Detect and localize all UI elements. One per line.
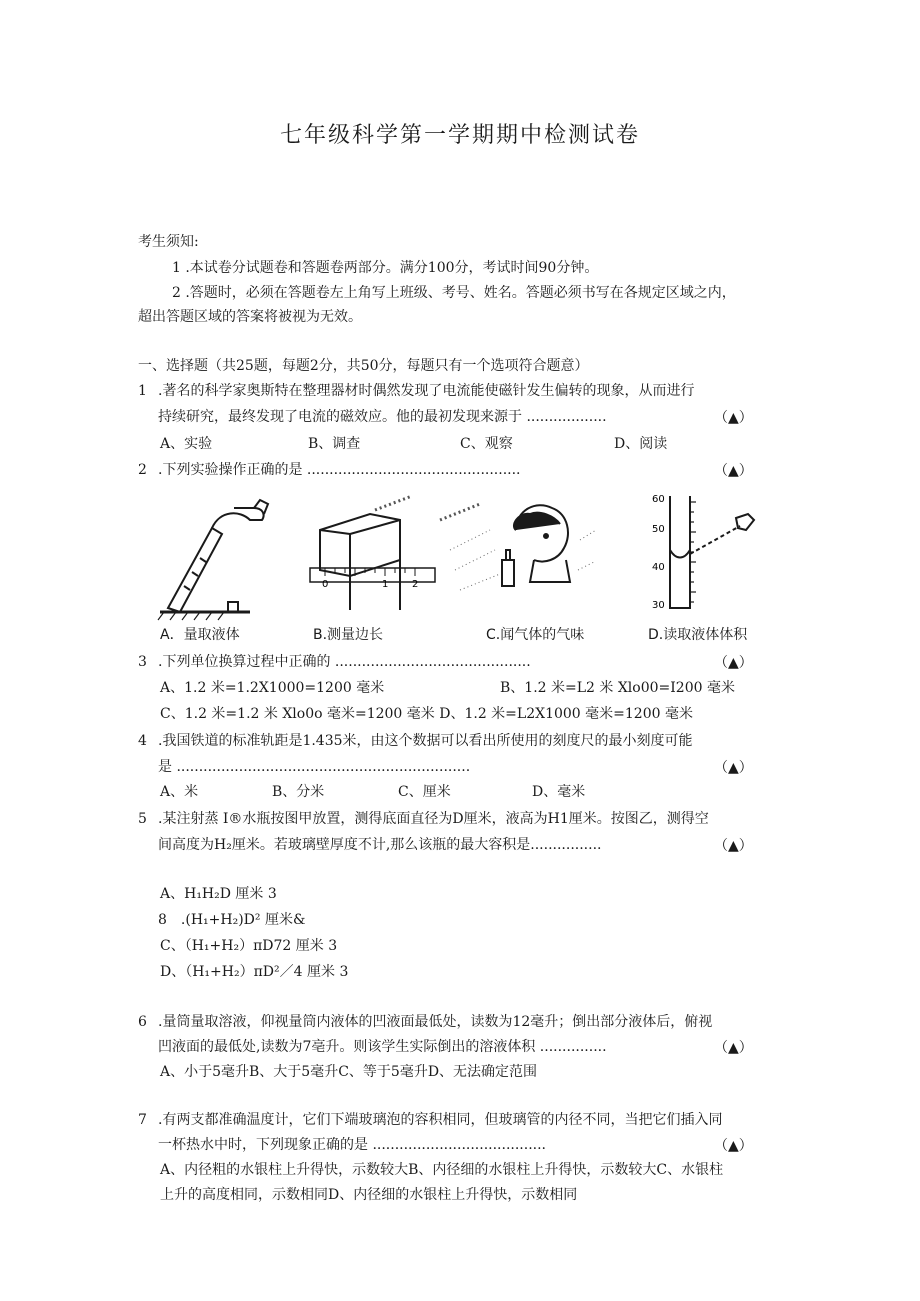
q1-option-a: A、实验 xyxy=(160,436,213,452)
cylinder-tick-40: 40 xyxy=(652,562,665,573)
q4-stem: .我国铁道的标准轨距是1.435米，由这个数据可以看出所使用的刻度尺的最小刻度可能 xyxy=(158,733,693,749)
cylinder-tick-60: 60 xyxy=(652,494,665,505)
q7-stem-cont: 一杯热水中时，下列现象正确的是 ....................................... xyxy=(158,1137,547,1153)
cylinder-tick-30: 30 xyxy=(652,600,665,611)
q3-number: 3 xyxy=(138,654,147,670)
q1-option-b: B、调查 xyxy=(308,436,361,452)
figure-d-cylinder xyxy=(670,496,754,608)
q1-option-c: C、观察 xyxy=(460,436,513,452)
q4-number: 4 xyxy=(138,733,147,749)
q4-answer-mark: （▲） xyxy=(714,760,753,776)
q5-option-a: A、H₁H₂D 厘米 3 xyxy=(160,886,277,902)
cylinder-tick-50: 50 xyxy=(652,524,665,535)
figure-c-smell xyxy=(450,505,596,590)
notice-item-2: 2 .答题时，必须在答题卷左上角写上班级、考号、姓名。答题必须书写在各规定区域之内， xyxy=(172,285,736,301)
notice-heading: 考生须知: xyxy=(138,234,199,250)
q6-options: A、小于5毫升B、大于5毫升C、等于5毫升D、无法确定范围 xyxy=(160,1064,538,1080)
q7-options-line2: 上升的高度相同，示数相同D、内径细的水银柱上升得快，示数相同 xyxy=(160,1187,578,1203)
ruler-label-1: 1 xyxy=(382,579,389,590)
section-heading: 一、选择题（共25题，每题2分，共50分，每题只有一个选项符合题意） xyxy=(138,358,589,374)
figure-b-ruler xyxy=(310,496,480,610)
q2-caption-a: A．量取液体 xyxy=(160,627,240,643)
q5-number: 5 xyxy=(138,811,147,827)
q6-answer-mark: （▲） xyxy=(714,1040,753,1056)
q3-option-b: B、1.2 米=L2 米 Xlo00=I200 毫米 xyxy=(500,680,735,696)
q5-stem: .某注射蒸 I®水瓶按图甲放置，测得底面直径为D厘米，液高为H1厘米。按图乙，测得空 xyxy=(158,811,709,827)
q1-option-d: D、阅读 xyxy=(614,436,668,452)
q4-option-c: C、厘米 xyxy=(398,784,451,800)
q6-stem: .量筒量取溶液，仰视量筒内液体的凹液面最低处，读数为12毫升；倒出部分液体后，俯视 xyxy=(158,1014,713,1030)
q7-stem: .有两支都准确温度计，它们下端玻璃泡的容积相同，但玻璃管的内径不同，当把它们插入同 xyxy=(158,1112,723,1128)
ruler-label-2: 2 xyxy=(412,579,419,590)
q5-option-c: C、（H₁+H₂）πD72 厘米 3 xyxy=(160,938,338,954)
q2-stem: .下列实验操作正确的是 ................................................ xyxy=(158,462,521,478)
q3-stem: .下列单位换算过程中正确的 ............................................ xyxy=(158,654,531,670)
notice-item-1: 1 .本试卷分试题卷和答题卷两部分。满分100分，考试时间90分钟。 xyxy=(172,260,599,276)
q5-option-b: 8 .(H₁+H₂)D² 厘米& xyxy=(158,912,306,928)
q1-stem-cont: 持续研究，最终发现了电流的磁效应。他的最初发现来源于 .................. xyxy=(158,409,607,425)
q5-answer-mark: （▲） xyxy=(714,838,753,854)
q5-stem-cont: 间高度为H₂厘米。若玻璃壁厚度不计,那么该瓶的最大容积是................ xyxy=(158,837,602,853)
ruler-label-0: 0 xyxy=(322,579,329,590)
q1-answer-mark: （▲） xyxy=(714,410,753,426)
q1-stem: .著名的科学家奥斯特在整理器材时偶然发现了电流能使磁针发生偏转的现象，从而进行 xyxy=(158,383,695,399)
q3-answer-mark: （▲） xyxy=(714,655,753,671)
q2-answer-mark: （▲） xyxy=(714,463,753,479)
q4-stem-cont: 是 .................................................................. xyxy=(158,759,471,775)
q1-number: 1 xyxy=(138,383,147,399)
q7-options-line1: A、内径粗的水银柱上升得快，示数较大B、内径细的水银柱上升得快，示数较大C、水银柱 xyxy=(160,1162,724,1178)
page-title: 七年级科学第一学期期中检测试卷 xyxy=(279,123,640,148)
q2-caption-d: D.读取液体体积 xyxy=(648,627,748,643)
q2-number: 2 xyxy=(138,462,147,478)
q7-number: 7 xyxy=(138,1112,147,1128)
q6-number: 6 xyxy=(138,1014,147,1030)
q5-option-d: D、（H₁+H₂）πD²／4 厘米 3 xyxy=(160,964,349,980)
q4-option-b: B、分米 xyxy=(272,784,325,800)
q4-option-d: D、毫米 xyxy=(532,784,586,800)
q2-caption-b: B.测量边长 xyxy=(313,627,384,643)
figure-a-pouring xyxy=(158,500,268,620)
q3-option-cd: C、1.2 米=1.2 米 Xlo0o 毫米=1200 毫米 D、1.2 米=L2X1000 毫米=1200 毫米 xyxy=(160,706,693,722)
notice-item-2-cont: 超出答题区域的答案将被视为无效。 xyxy=(138,309,362,325)
q2-caption-c: C.闻气体的气味 xyxy=(486,627,585,643)
q7-answer-mark: （▲） xyxy=(714,1138,753,1154)
q6-stem-cont: 凹液面的最低处,读数为7亳升。则该学生实际倒出的溶液体积 ............... xyxy=(158,1039,607,1055)
q3-option-a: A、1.2 米=1.2X1000=1200 毫米 xyxy=(160,680,385,696)
q4-option-a: A、米 xyxy=(160,784,199,800)
